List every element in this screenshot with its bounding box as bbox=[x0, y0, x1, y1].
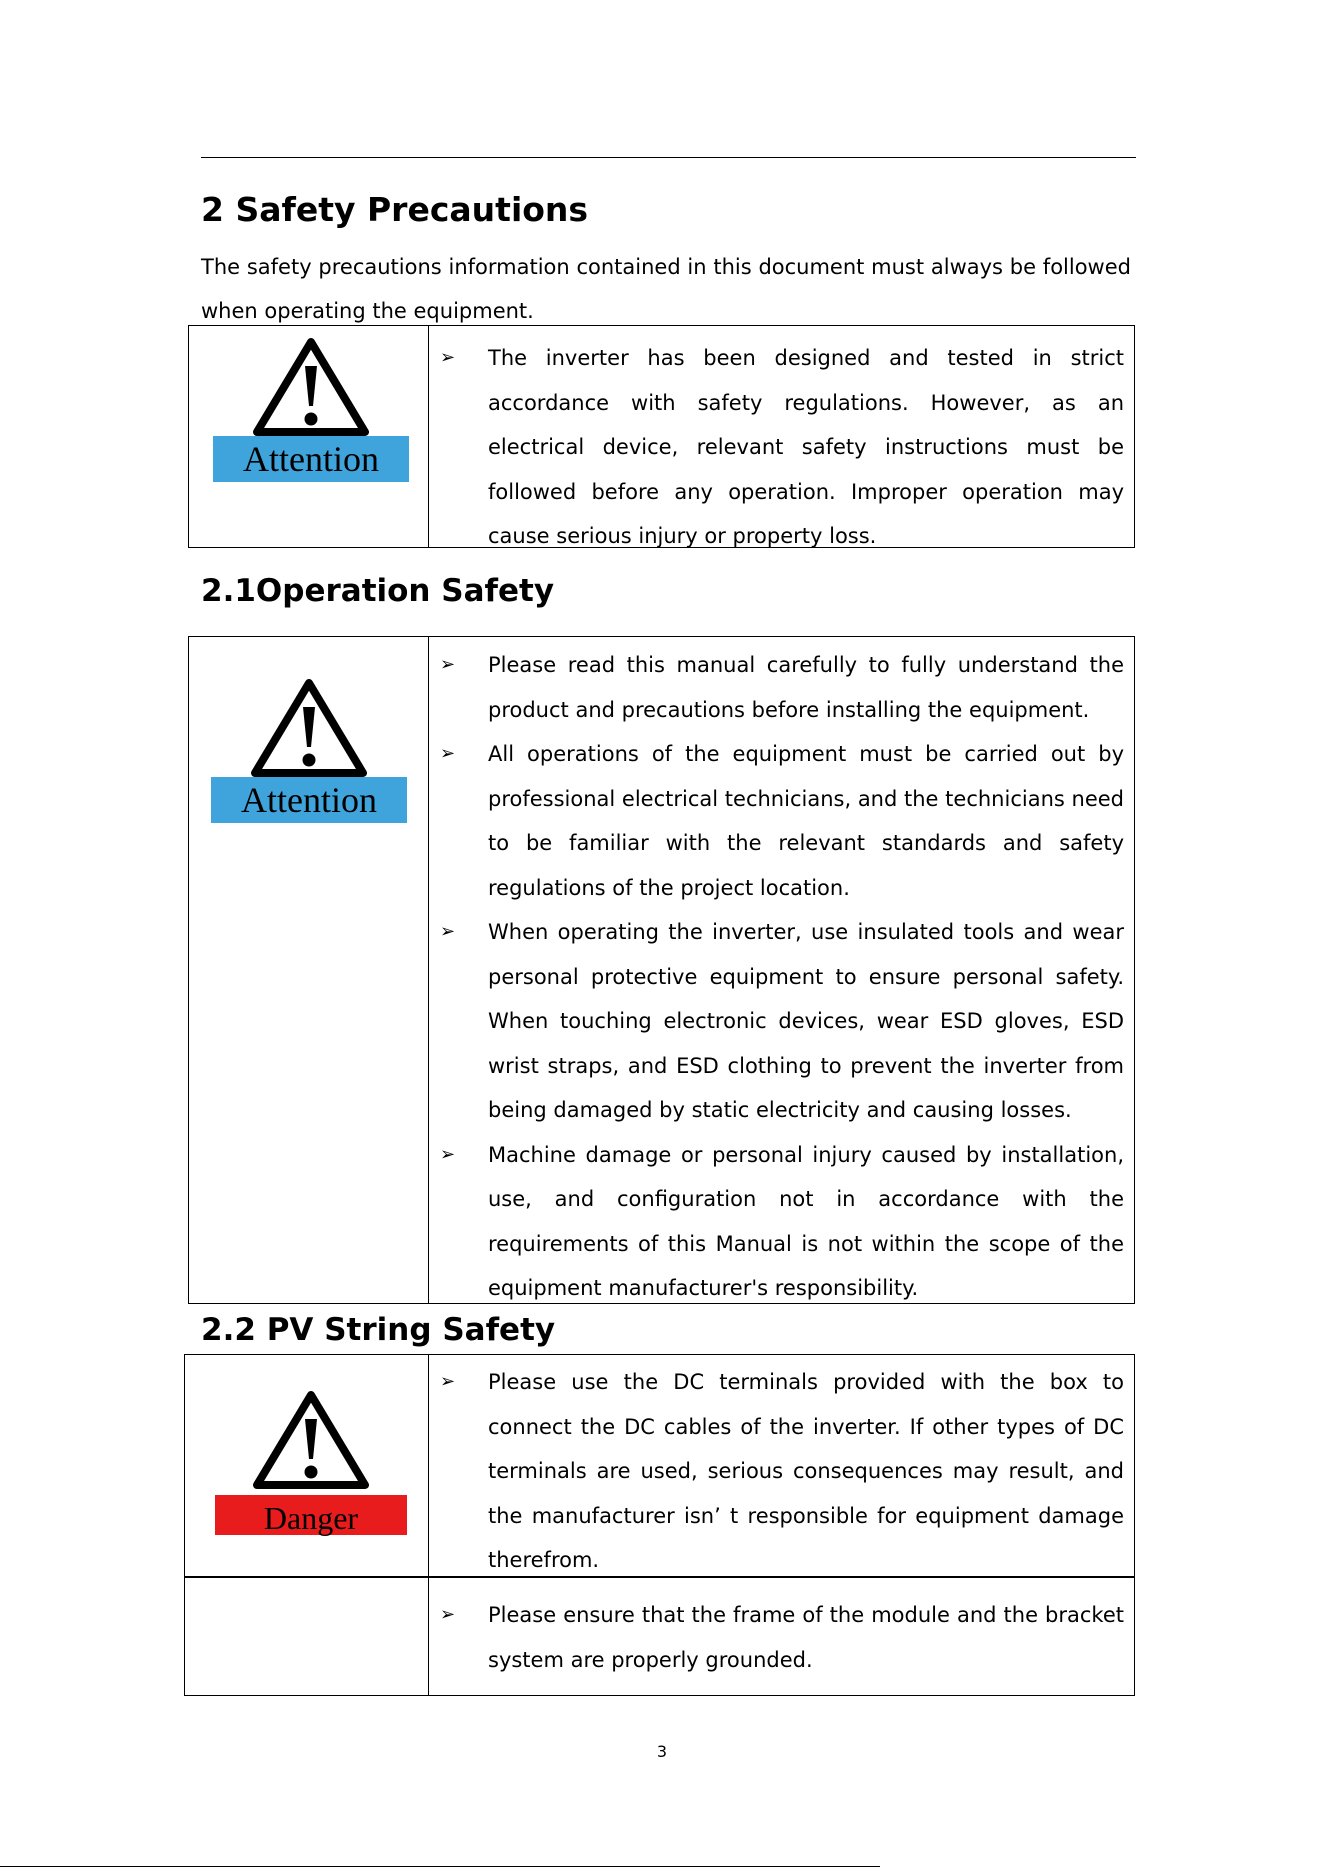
arrowhead-bullet-icon: ➢ bbox=[440, 1143, 456, 1165]
list-item bbox=[430, 1133, 1124, 1311]
list-item bbox=[430, 336, 1124, 559]
list-item bbox=[430, 910, 1124, 1133]
attention-sign bbox=[211, 677, 407, 823]
page-number: 3 bbox=[656, 1742, 668, 1761]
bullet-text: Please read this manual carefully to fully understand the product and precautions before installing the equipment. bbox=[488, 653, 1124, 722]
bullet-text: The inverter has been designed and tested in strict accordance with safety regulations. However, as an electrical device, relevant safety instructions must be followed before any operation. Improper operation may cause serious injury or property loss. bbox=[488, 346, 1124, 548]
arrowhead-bullet-icon: ➢ bbox=[440, 654, 456, 675]
icon-column bbox=[185, 1577, 429, 1695]
section-heading-pv-string: 2.2 PV String Safety bbox=[201, 1312, 556, 1348]
text-column bbox=[430, 643, 1124, 1311]
bullet-text: When operating the inverter, use insulated tools and wear personal protective equipment to ensure personal safety. When touching electronic devices, wear ESD gloves, ESD wrist straps, and ESD clothing to prevent the inverter from being damaged by static electricity and causing losses. bbox=[488, 920, 1124, 1122]
attention-label: Attention bbox=[211, 777, 407, 823]
arrowhead-bullet-icon: ➢ bbox=[440, 1604, 456, 1625]
list-item bbox=[430, 643, 1124, 732]
attention-sign bbox=[213, 336, 409, 482]
warning-triangle-icon bbox=[251, 336, 371, 438]
icon-column bbox=[185, 1355, 429, 1577]
bullet-text: Machine damage or personal injury caused by installation, use, and configuration not in accordance with the requirements of this Manual is not within the scope of the equipment manufacturer's responsibility. bbox=[488, 1142, 1124, 1300]
bullet-list bbox=[430, 336, 1124, 559]
attention-box-intro bbox=[188, 325, 1135, 548]
section-heading-operation: 2.1Operation Safety bbox=[201, 573, 555, 609]
icon-column bbox=[189, 326, 429, 547]
danger-label: Danger bbox=[215, 1495, 407, 1535]
page-heading: 2 Safety Precautions bbox=[201, 190, 589, 229]
warning-triangle-icon bbox=[249, 677, 369, 779]
list-item bbox=[430, 732, 1124, 910]
warning-triangle-icon bbox=[251, 1389, 371, 1491]
attention-label: Attention bbox=[213, 436, 409, 482]
list-item bbox=[430, 1360, 1124, 1583]
intro-paragraph: The safety precautions information contained in this document must always be followed when operating the equipment. bbox=[201, 255, 1131, 323]
attention-box-operation bbox=[188, 636, 1135, 1304]
bullet-list bbox=[430, 643, 1124, 1311]
pv-grounding-box bbox=[184, 1576, 1135, 1696]
bullet-list bbox=[430, 1360, 1124, 1583]
danger-sign bbox=[215, 1389, 407, 1535]
text-column bbox=[430, 1360, 1124, 1583]
bullet-list bbox=[430, 1593, 1124, 1682]
bullet-text: Please use the DC terminals provided with the box to connect the DC cables of the inverter. If other types of DC terminals are used, serious consequences may result, and the manufacturer isn’ t responsible for equipment damage therefrom. bbox=[488, 1370, 1124, 1572]
arrowhead-bullet-icon: ➢ bbox=[440, 743, 456, 764]
bullet-text: All operations of the equipment must be carried out by professional electrical technicians, and the technicians need to be familiar with the relevant standards and safety regulations of the project location. bbox=[488, 742, 1124, 900]
text-column bbox=[430, 1593, 1124, 1682]
footer-rule bbox=[0, 1866, 880, 1867]
icon-column bbox=[189, 637, 429, 1303]
danger-box-pv bbox=[184, 1354, 1135, 1578]
arrowhead-bullet-icon: ➢ bbox=[440, 1371, 456, 1392]
list-item bbox=[430, 1593, 1124, 1682]
arrowhead-bullet-icon: ➢ bbox=[440, 347, 456, 368]
header-rule bbox=[201, 157, 1136, 158]
arrowhead-bullet-icon: ➢ bbox=[440, 921, 456, 942]
text-column bbox=[430, 336, 1124, 559]
bullet-text: Please ensure that the frame of the module and the bracket system are properly grounded. bbox=[488, 1603, 1124, 1672]
